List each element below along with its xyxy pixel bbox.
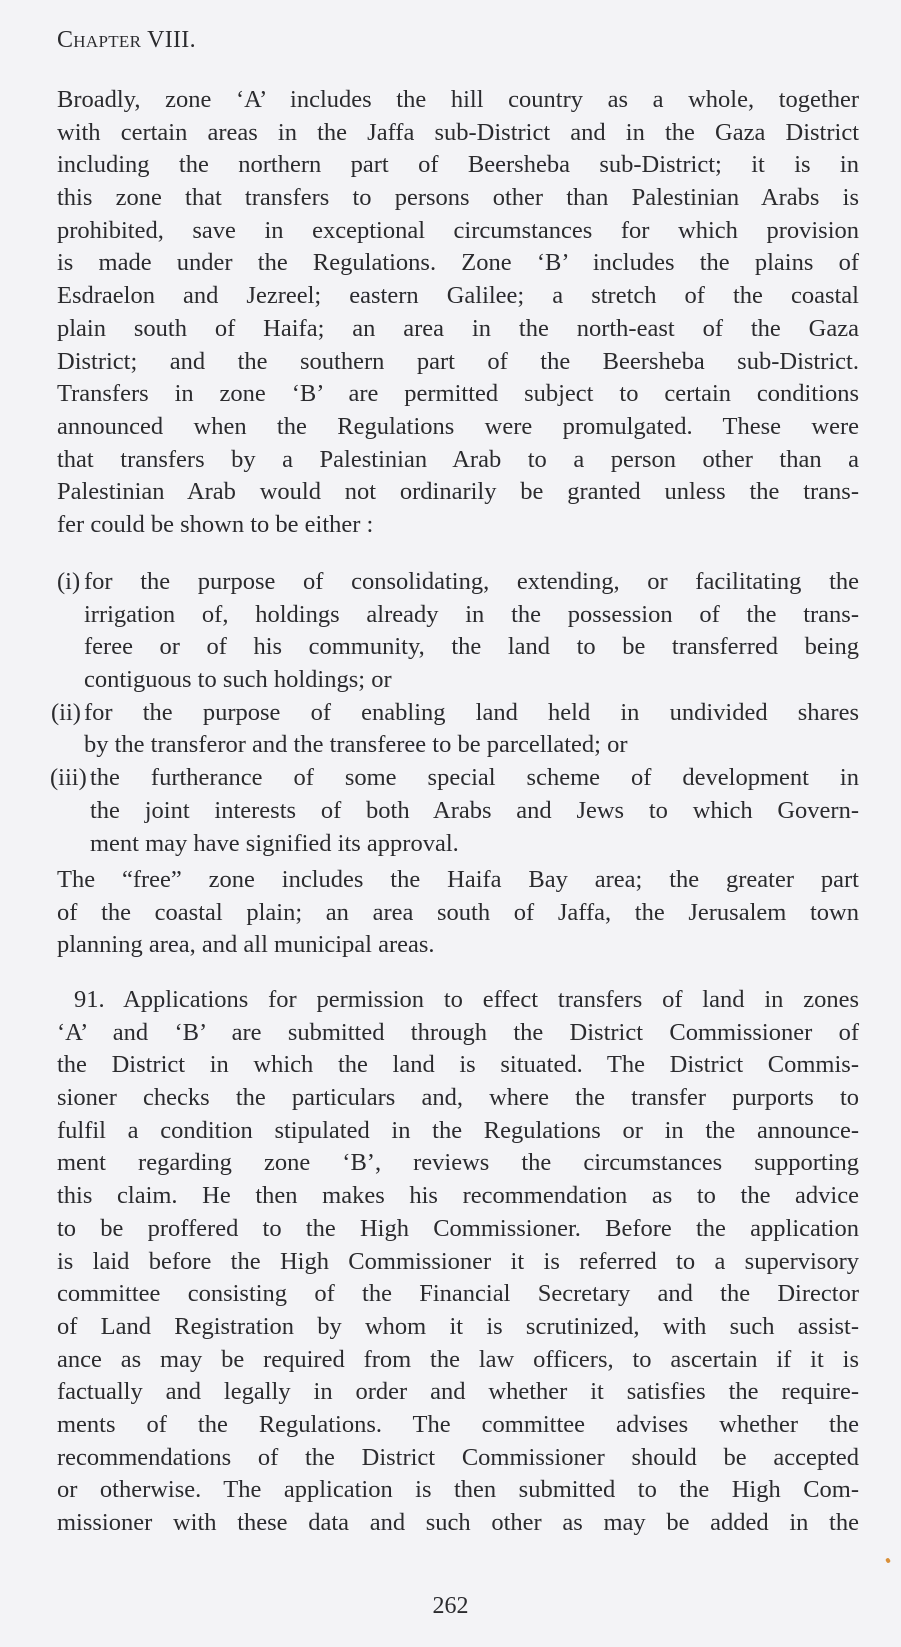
text-line: contiguous to such holdings; or: [84, 666, 392, 694]
text-line: ments of the Regulations. The committee advises whether the: [57, 1410, 859, 1438]
text-line: is made under the Regulations. Zone ‘B’ includes the plains of: [57, 249, 859, 277]
paragraph-91: [57, 984, 859, 1540]
text-line: ance as may be required from the law officers, to ascertain if it is: [57, 1345, 859, 1373]
text-line: Esdraelon and Jezreel; eastern Galilee; a stretch of the coastal: [57, 282, 859, 310]
text-line: The “free” zone includes the Haifa Bay area; the greater part: [57, 866, 859, 893]
scan-mark: [885, 1557, 891, 1563]
text-line: or otherwise. The application is then submitted to the High Com-: [57, 1476, 859, 1504]
list-item-label: (iii): [50, 764, 87, 792]
paragraph-free-zone: [57, 864, 859, 962]
text-line: to be proffered to the High Commissioner. Before the application: [57, 1214, 859, 1242]
text-line: Palestinian Arab would not ordinarily be granted unless the trans-: [57, 478, 859, 506]
text-line: ment may have signified its approval.: [90, 829, 459, 857]
text-line: committee consisting of the Financial Secretary and the Director: [57, 1280, 859, 1308]
text-line: 91. Applications for permission to effect transfers of land in zones: [74, 986, 859, 1013]
text-line: ‘A’ and ‘B’ are submitted through the District Commissioner of: [57, 1018, 859, 1046]
text-line: recommendations of the District Commissioner should be accepted: [57, 1443, 859, 1471]
text-line: for the purpose of enabling land held in undivided shares: [84, 698, 859, 726]
paragraph-zones: [57, 84, 859, 542]
text-line: ment regarding zone ‘B’, reviews the circumstances supporting: [57, 1149, 859, 1177]
text-line: announced when the Regulations were promulgated. These were: [57, 412, 859, 440]
text-line: including the northern part of Beersheba sub-District; it is in: [57, 151, 859, 179]
conditions-list: [50, 566, 859, 860]
text-line: of the coastal plain; an area south of Jaffa, the Jerusalem town: [57, 898, 859, 926]
text-line: factually and legally in order and whether it satisfies the require-: [57, 1378, 859, 1406]
text-line: plain south of Haifa; an area in the north-east of the Gaza: [57, 314, 859, 342]
text-line: missioner with these data and such other as may be added in the: [57, 1509, 859, 1536]
page-number: 262: [432, 1593, 469, 1619]
text-line: the joint interests of both Arabs and Jews to which Govern-: [90, 796, 859, 824]
list-item: [57, 566, 859, 697]
text-line: sioner checks the particulars and, where the transfer purports to: [57, 1084, 859, 1112]
text-line: this zone that transfers to persons other than Palestinian Arabs is: [57, 184, 859, 212]
text-line: Transfers in zone ‘B’ are permitted subject to certain conditions: [57, 380, 859, 408]
text-line: planning area, and all municipal areas.: [57, 931, 435, 959]
text-line: this claim. He then makes his recommendation as to the advice: [57, 1182, 859, 1210]
list-item-label: (ii): [51, 698, 81, 726]
text-line: the furtherance of some special scheme of development in: [90, 764, 859, 792]
text-line: by the transferor and the transferee to be parcellated; or: [84, 731, 628, 759]
text-line: that transfers by a Palestinian Arab to a person other than a: [57, 445, 859, 473]
text-line: Broadly, zone ‘A’ includes the hill country as a whole, together: [57, 86, 859, 113]
text-line: irrigation of, holdings already in the possession of the trans-: [84, 600, 859, 628]
list-item-label: (i): [57, 568, 81, 595]
text-line: is laid before the High Commissioner it is referred to a supervisory: [57, 1247, 859, 1275]
text-line: feree or of his community, the land to be transferred being: [84, 633, 859, 661]
list-item: [50, 762, 859, 860]
text-line: prohibited, save in exceptional circumstances for which provision: [57, 216, 859, 244]
text-line: fer could be shown to be either :: [57, 510, 374, 538]
text-line: for the purpose of consolidating, extending, or facilitating the: [84, 568, 859, 595]
text-line: fulfil a condition stipulated in the Regulations or in the announce-: [57, 1116, 859, 1144]
text-line: the District in which the land is situated. The District Commis-: [57, 1051, 859, 1079]
text-line: of Land Registration by whom it is scrutinized, with such assist-: [57, 1312, 859, 1340]
list-item: [51, 697, 859, 762]
text-line: District; and the southern part of the Beersheba sub-District.: [57, 347, 859, 375]
chapter-heading: Chapter VIII.: [57, 27, 196, 53]
text-line: with certain areas in the Jaffa sub-District and in the Gaza District: [57, 118, 859, 146]
